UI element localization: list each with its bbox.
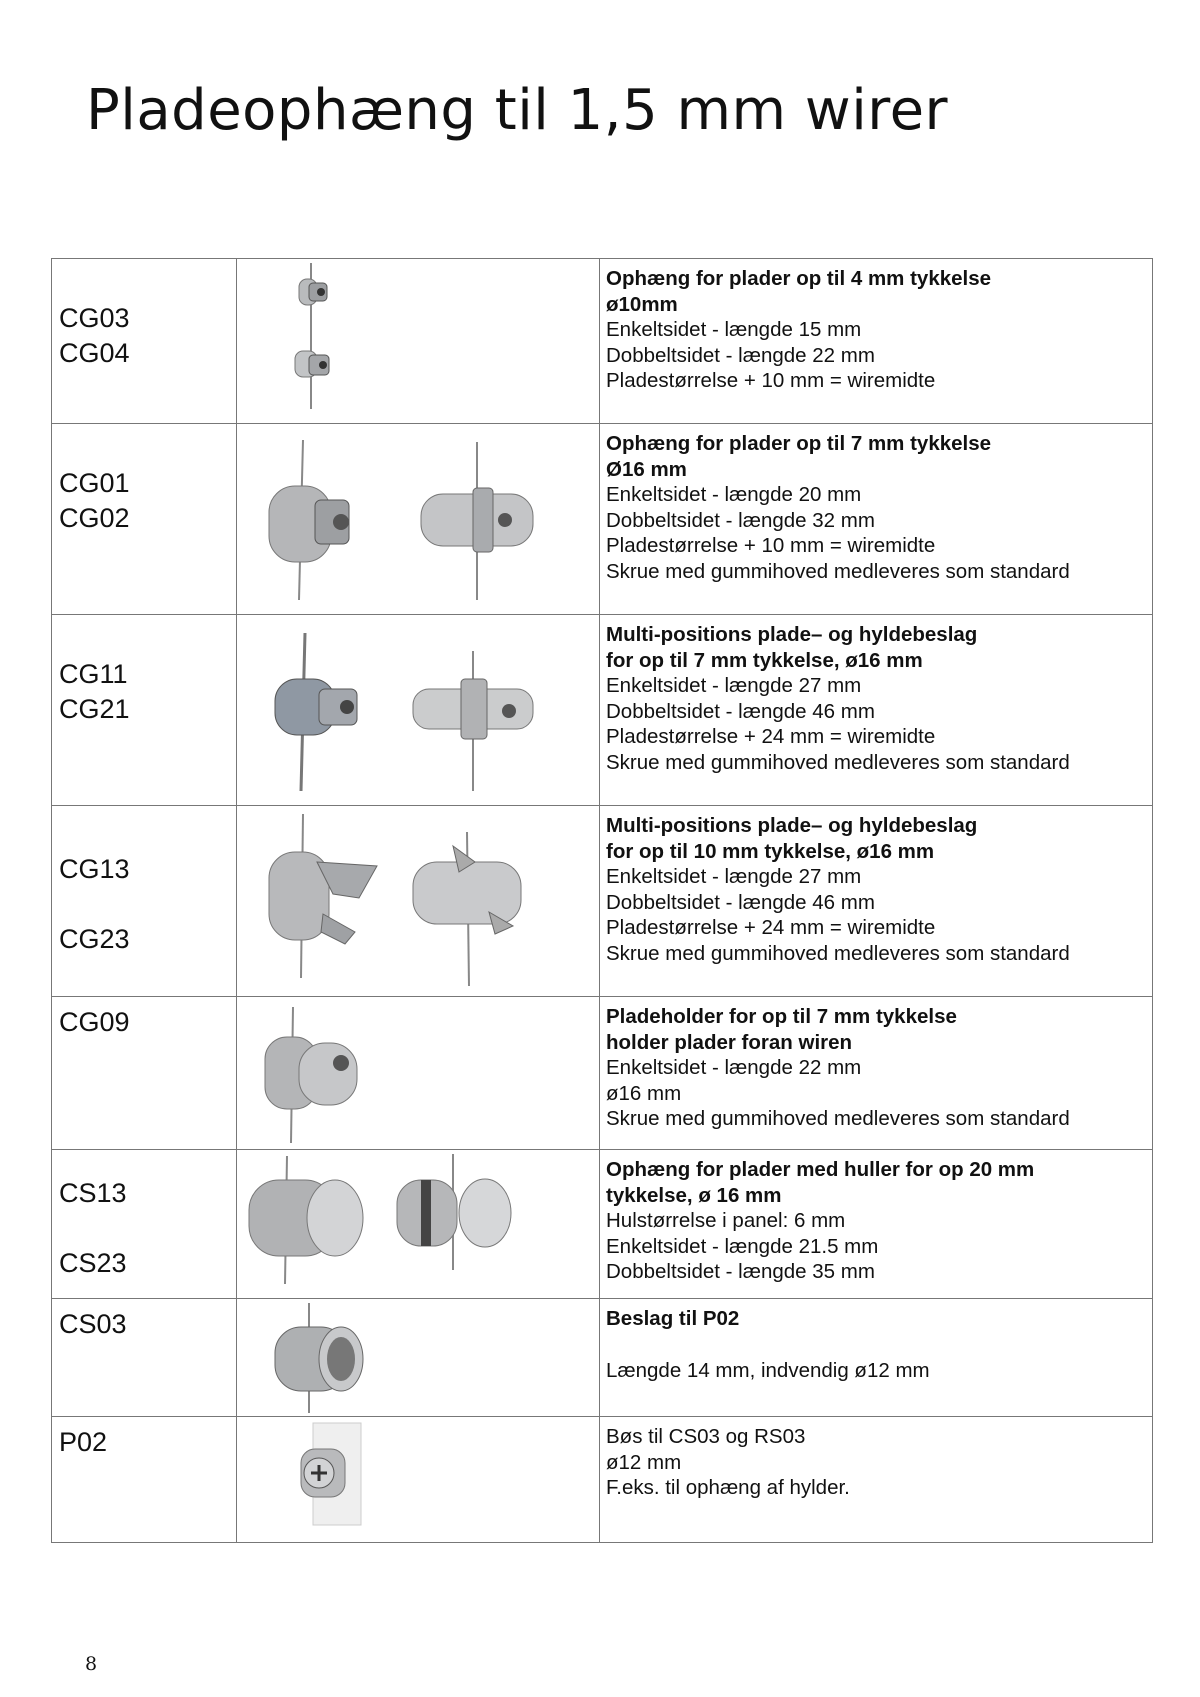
description-heading: Ophæng for plader med huller for op 20 mm bbox=[606, 1158, 1035, 1181]
table-row bbox=[52, 615, 1153, 806]
description-line: F.eks. til ophæng af hylder. bbox=[606, 1476, 850, 1499]
product-description bbox=[600, 1417, 1153, 1543]
product-description bbox=[600, 997, 1153, 1150]
description-line: Dobbeltsidet - længde 32 mm bbox=[606, 508, 875, 532]
description-line: Enkeltsidet - længde 15 mm bbox=[606, 318, 862, 341]
product-description bbox=[600, 1150, 1153, 1299]
product-code: CG11 bbox=[59, 659, 128, 689]
description-line: Skrue med gummihoved medleveres som standard bbox=[606, 750, 1070, 774]
description-line: Bøs til CS03 og RS03 bbox=[606, 1425, 806, 1448]
description-heading: Pladeholder for op til 7 mm tykkelse bbox=[606, 1005, 957, 1028]
description-line: Skrue med gummihoved medleveres som standard bbox=[606, 559, 1070, 583]
cg01-cg02-photo bbox=[237, 424, 599, 615]
description-line: Pladestørrelse + 24 mm = wiremidte bbox=[606, 916, 936, 939]
description-heading: Multi-positions plade– og hyldebeslag bbox=[606, 814, 978, 837]
cs03-photo bbox=[237, 1299, 599, 1417]
description-line: Dobbeltsidet - længde 46 mm bbox=[606, 699, 875, 723]
product-code-cell bbox=[52, 997, 237, 1150]
table-row bbox=[52, 997, 1153, 1150]
description-line: Hulstørrelse i panel: 6 mm bbox=[606, 1209, 846, 1232]
description-line: Skrue med gummihoved medleveres som standard bbox=[606, 941, 1070, 965]
product-description bbox=[600, 259, 1153, 424]
product-image-cell bbox=[237, 1299, 600, 1417]
product-code: CG02 bbox=[59, 503, 130, 533]
description-line: Enkeltsidet - længde 27 mm bbox=[606, 865, 862, 888]
description-line: Dobbeltsidet - længde 22 mm bbox=[606, 343, 875, 367]
description-line: Længde 14 mm, indvendig ø12 mm bbox=[606, 1358, 930, 1382]
cg09-photo bbox=[237, 997, 599, 1150]
p02-photo bbox=[237, 1417, 599, 1543]
description-heading: Ophæng for plader op til 4 mm tykkelse bbox=[606, 267, 992, 290]
product-code: CG21 bbox=[59, 694, 130, 724]
description-line: Skrue med gummihoved medleveres som standard bbox=[606, 1107, 1070, 1130]
table-row bbox=[52, 806, 1153, 997]
product-code-cell bbox=[52, 1417, 237, 1543]
description-heading: Multi-positions plade– og hyldebeslag bbox=[606, 623, 978, 646]
product-code: CG01 bbox=[59, 468, 130, 498]
cg13-cg23-photo bbox=[237, 806, 599, 997]
product-description bbox=[600, 424, 1153, 615]
description-line: ø16 mm bbox=[606, 1081, 682, 1105]
table-row bbox=[52, 259, 1153, 424]
description-line: ø12 mm bbox=[606, 1450, 682, 1474]
product-image-cell bbox=[237, 806, 600, 997]
description-line: Dobbeltsidet - længde 35 mm bbox=[606, 1260, 875, 1283]
product-image-cell bbox=[237, 259, 600, 424]
product-code-cell bbox=[52, 259, 237, 424]
product-code-cell bbox=[52, 1150, 237, 1299]
description-heading: holder plader foran wiren bbox=[606, 1030, 853, 1054]
product-image-cell bbox=[237, 615, 600, 806]
product-image-cell bbox=[237, 997, 600, 1150]
product-code: CG23 bbox=[59, 924, 130, 954]
description-heading: ø10mm bbox=[606, 292, 678, 316]
cg03-cg04-photo bbox=[237, 259, 599, 424]
description-line: Enkeltsidet - længde 20 mm bbox=[606, 483, 862, 506]
cg11-cg21-photo bbox=[237, 615, 599, 806]
table-row bbox=[52, 1299, 1153, 1417]
product-code-cell bbox=[52, 1299, 237, 1417]
description-heading: tykkelse, ø 16 mm bbox=[606, 1183, 782, 1207]
cs13-cs23-photo bbox=[237, 1150, 599, 1290]
description-heading: Ø16 mm bbox=[606, 457, 687, 481]
description-line: Dobbeltsidet - længde 46 mm bbox=[606, 890, 875, 914]
product-code: P02 bbox=[59, 1427, 108, 1457]
product-code: CS23 bbox=[59, 1248, 127, 1278]
description-line: Enkeltsidet - længde 27 mm bbox=[606, 674, 862, 697]
product-description bbox=[600, 615, 1153, 806]
description-line: Pladestørrelse + 24 mm = wiremidte bbox=[606, 725, 936, 748]
description-heading: for op til 7 mm tykkelse, ø16 mm bbox=[606, 648, 923, 672]
page-title: Pladeophæng til 1,5 mm wirer bbox=[86, 78, 949, 143]
product-code: CG04 bbox=[59, 338, 130, 368]
product-code-cell bbox=[52, 424, 237, 615]
product-code: CG03 bbox=[59, 303, 130, 333]
description-heading: Ophæng for plader op til 7 mm tykkelse bbox=[606, 432, 992, 455]
product-code-cell bbox=[52, 806, 237, 997]
description-line: Pladestørrelse + 10 mm = wiremidte bbox=[606, 369, 936, 392]
product-table bbox=[51, 258, 1153, 1543]
table-row bbox=[52, 424, 1153, 615]
page-number: 8 bbox=[85, 1653, 98, 1675]
product-image-cell bbox=[237, 1417, 600, 1543]
product-description bbox=[600, 1299, 1153, 1417]
product-code: CS13 bbox=[59, 1178, 127, 1208]
description-heading: Beslag til P02 bbox=[606, 1307, 740, 1330]
product-code: CS03 bbox=[59, 1309, 127, 1339]
table-row bbox=[52, 1417, 1153, 1543]
product-image-cell bbox=[237, 1150, 600, 1299]
product-description bbox=[600, 806, 1153, 997]
product-image-cell bbox=[237, 424, 600, 615]
description-line: Enkeltsidet - længde 22 mm bbox=[606, 1056, 862, 1079]
product-code-cell bbox=[52, 615, 237, 806]
description-heading: for op til 10 mm tykkelse, ø16 mm bbox=[606, 839, 935, 863]
product-code: CG13 bbox=[59, 854, 130, 884]
table-row bbox=[52, 1150, 1153, 1299]
description-line: Enkeltsidet - længde 21.5 mm bbox=[606, 1234, 879, 1258]
description-line: Pladestørrelse + 10 mm = wiremidte bbox=[606, 534, 936, 557]
product-code: CG09 bbox=[59, 1007, 130, 1037]
